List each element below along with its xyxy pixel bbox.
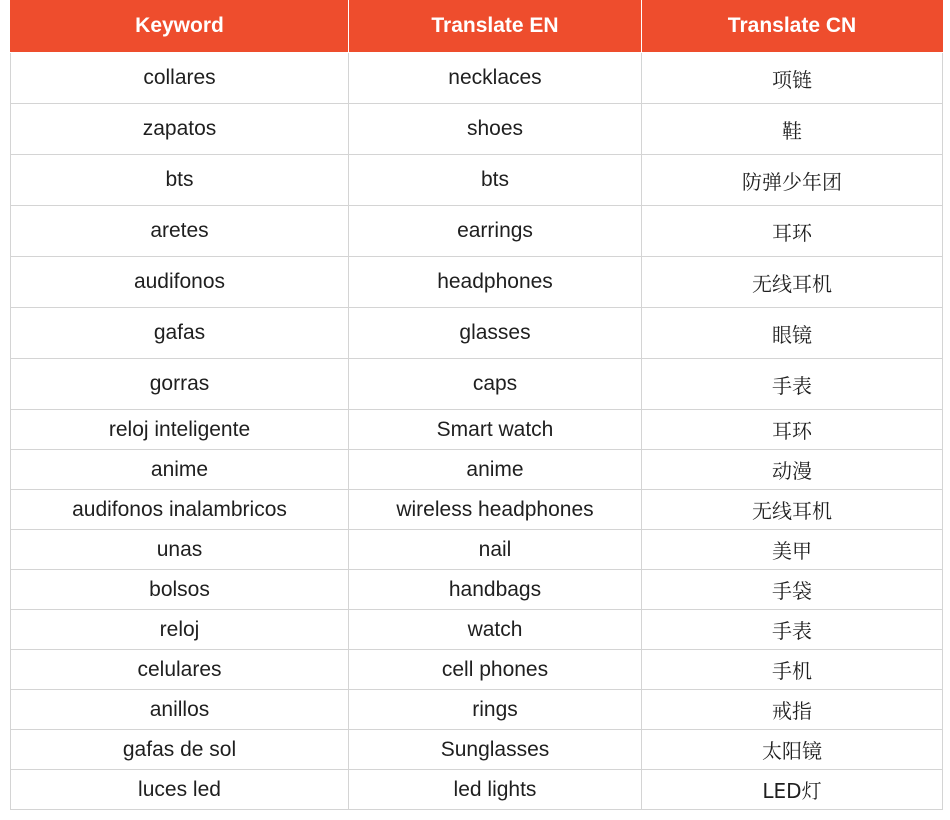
table-row [11,690,943,730]
table-row [11,450,943,490]
cell-translate-cn: 手袋 [642,570,943,610]
cell-translate-cn: 戒指 [642,690,943,730]
cell-translate-cn: 防弹少年团 [642,155,943,206]
table-row [11,650,943,690]
cell-keyword: bts [11,155,349,206]
cell-translate-cn: 无线耳机 [642,490,943,530]
cell-translate-cn: 动漫 [642,450,943,490]
cell-translate-en: caps [349,359,642,410]
table-row [11,490,943,530]
cell-translate-en: Smart watch [349,410,642,450]
cell-translate-en: wireless headphones [349,490,642,530]
table-body [11,53,943,810]
cell-translate-en: necklaces [349,53,642,104]
table-row [11,206,943,257]
cell-translate-cn: 手表 [642,610,943,650]
table-row [11,730,943,770]
header-translate-cn: Translate CN [642,0,943,53]
table-header [11,0,943,53]
cell-translate-cn: 耳环 [642,206,943,257]
table-row [11,257,943,308]
cell-translate-en: shoes [349,104,642,155]
table-row [11,530,943,570]
cell-keyword: luces led [11,770,349,810]
cell-translate-cn: 无线耳机 [642,257,943,308]
cell-translate-en: glasses [349,308,642,359]
cell-translate-en: led lights [349,770,642,810]
cell-translate-en: handbags [349,570,642,610]
table-row [11,359,943,410]
cell-translate-cn: 眼镜 [642,308,943,359]
cell-keyword: collares [11,53,349,104]
cell-keyword: reloj [11,610,349,650]
cell-keyword: anillos [11,690,349,730]
cell-translate-cn: 鞋 [642,104,943,155]
cell-keyword: anime [11,450,349,490]
cell-keyword: audifonos [11,257,349,308]
cell-translate-en: Sunglasses [349,730,642,770]
cell-keyword: bolsos [11,570,349,610]
cell-translate-en: headphones [349,257,642,308]
table-row [11,770,943,810]
cell-keyword: reloj inteligente [11,410,349,450]
cell-translate-cn: 项链 [642,53,943,104]
cell-keyword: celulares [11,650,349,690]
cell-translate-en: bts [349,155,642,206]
table-row [11,104,943,155]
cell-translate-en: watch [349,610,642,650]
table-row [11,155,943,206]
cell-translate-cn: 太阳镜 [642,730,943,770]
cell-translate-cn: 美甲 [642,530,943,570]
cell-keyword: gafas de sol [11,730,349,770]
table-row [11,570,943,610]
table-row [11,610,943,650]
header-translate-en: Translate EN [349,0,642,53]
cell-translate-en: anime [349,450,642,490]
cell-translate-en: cell phones [349,650,642,690]
cell-keyword: gorras [11,359,349,410]
header-keyword: Keyword [11,0,349,53]
table-row [11,410,943,450]
cell-translate-cn: LED灯 [642,770,943,810]
cell-keyword: gafas [11,308,349,359]
cell-translate-cn: 耳环 [642,410,943,450]
keyword-translation-table [10,0,943,810]
cell-translate-cn: 手表 [642,359,943,410]
cell-keyword: aretes [11,206,349,257]
cell-keyword: audifonos inalambricos [11,490,349,530]
table-row [11,53,943,104]
cell-translate-cn: 手机 [642,650,943,690]
cell-translate-en: rings [349,690,642,730]
table-row [11,308,943,359]
header-row [11,0,943,53]
cell-keyword: unas [11,530,349,570]
cell-translate-en: earrings [349,206,642,257]
cell-keyword: zapatos [11,104,349,155]
cell-translate-en: nail [349,530,642,570]
